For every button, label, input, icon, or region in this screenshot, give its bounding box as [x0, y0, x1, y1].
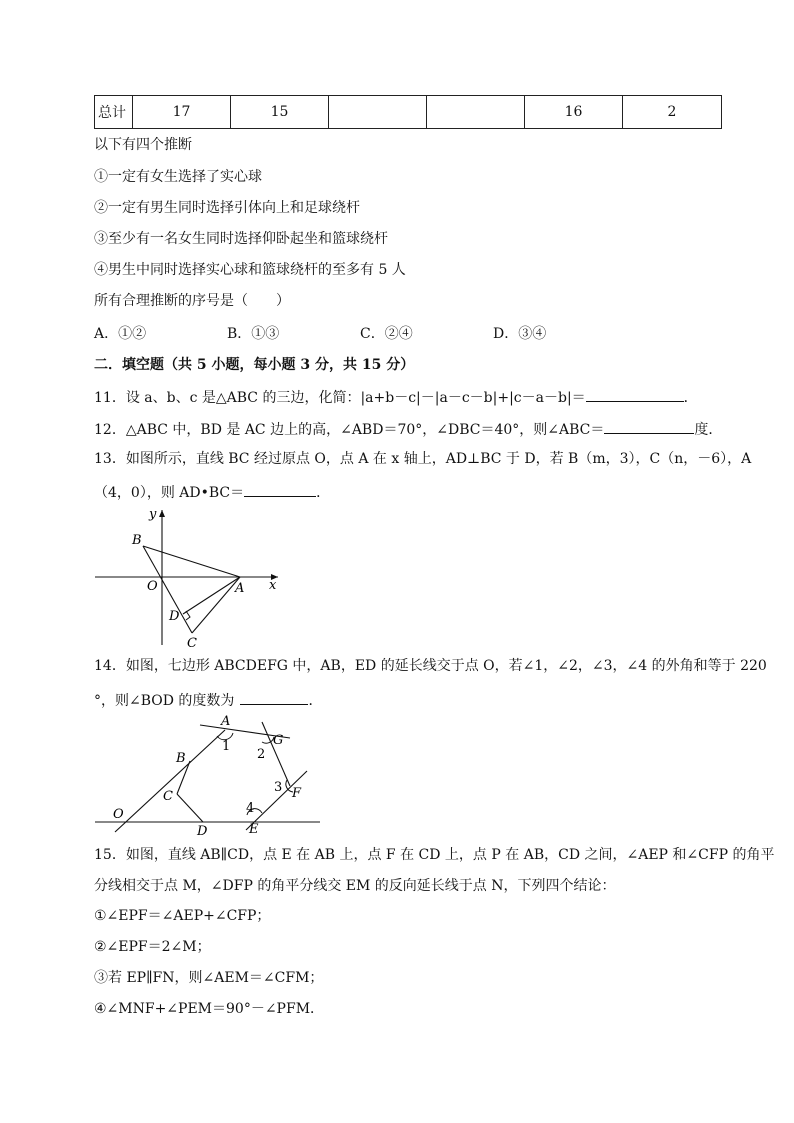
q11-text: 11．设 a、b、c 是△ABC 的三边，化简：|a+b－c|－|a－c－b|+|c－a－b|＝: [94, 390, 586, 406]
answer-blank: [240, 690, 308, 705]
q10-inference-2: ②一定有男生同时选择引体向上和足球绕杆: [94, 200, 360, 216]
q10-inference-1: ①一定有女生选择了实心球: [94, 169, 262, 185]
table-cell: 17: [133, 96, 231, 129]
table-cell: 2: [623, 96, 722, 129]
q10-inference-4: ④男生中同时选择实心球和篮球绕杆的至多有 5 人: [94, 262, 406, 278]
section-title: 二．填空题（共 5 小题，每小题 3 分，共 15 分）: [94, 357, 415, 373]
totals-table: [94, 95, 722, 129]
label-4: 4: [246, 801, 255, 816]
label-e: E: [249, 822, 259, 837]
q15-conclusion-1: ①∠EPF＝∠AEP+∠CFP；: [94, 908, 271, 924]
q15-conclusion-2: ②∠EPF＝2∠M；: [94, 939, 211, 955]
question-14-line2: [94, 690, 322, 710]
q10-intro: 以下有四个推断: [94, 137, 192, 153]
table-cell: 16: [525, 96, 623, 129]
right-angle-mark: [186, 611, 190, 620]
q10-prompt: 所有合理推断的序号是（ ）: [94, 293, 290, 309]
q14-end: ．: [308, 693, 323, 709]
answer-blank: [586, 387, 684, 402]
label-x: x: [269, 578, 277, 593]
label-o: O: [147, 579, 158, 594]
question-15-line1: 15．如图，直线 AB∥CD，点 E 在 AB 上，点 F 在 CD 上，点 P 在 AB，CD 之间，∠AEP 和∠CFP 的角平: [94, 847, 775, 863]
answer-blank: [244, 482, 316, 497]
label-f: F: [292, 786, 302, 801]
segment-ca: [192, 577, 240, 633]
label-3: 3: [274, 780, 283, 795]
q12-end: 度．: [694, 422, 723, 438]
y-axis-arrow: [159, 510, 165, 517]
table-cell: 总计: [95, 96, 133, 129]
label-b: B: [176, 751, 186, 766]
label-c: C: [187, 636, 197, 650]
q12-text: 12．△ABC 中，BD 是 AC 边上的高，∠ABD＝70°，∠DBC＝40°，则∠ABC＝: [94, 422, 605, 438]
segment-ad: [183, 577, 240, 614]
option-b: B．①③: [227, 326, 280, 342]
q10-options: [94, 325, 626, 343]
option-c: C．②④: [360, 326, 413, 342]
option-d: D．③④: [493, 326, 547, 342]
label-y: y: [149, 507, 157, 522]
q15-conclusion-3: ③若 EP∥FN，则∠AEM＝∠CFM；: [94, 970, 324, 986]
answer-blank: [604, 419, 694, 434]
line-gf: [262, 722, 290, 786]
label-b: B: [132, 533, 142, 548]
label-a: A: [221, 714, 231, 729]
q13-end: ．: [316, 485, 331, 501]
segment-cd: [177, 794, 203, 822]
q13-text: （4，0），则 AD•BC＝: [94, 485, 245, 501]
question-11: [94, 387, 698, 407]
question-13-line2: [94, 482, 330, 502]
label-c: C: [163, 789, 173, 804]
table-row: [95, 96, 722, 129]
q11-end: ．: [683, 390, 698, 406]
q10-inference-3: ③至少有一名女生同时选择仰卧起坐和篮球绕杆: [94, 231, 388, 247]
label-1: 1: [222, 739, 231, 754]
label-d: D: [169, 609, 180, 624]
label-g: G: [273, 733, 284, 748]
q14-text: °，则∠BOD 的度数为: [94, 693, 235, 709]
q13-figure: [88, 500, 288, 650]
q15-conclusion-4: ④∠MNF+∠PEM＝90°－∠PFM．: [94, 1001, 325, 1017]
q14-figure: [88, 708, 328, 838]
question-12: [94, 419, 722, 439]
table-cell: [427, 96, 525, 129]
table-cell: [329, 96, 427, 129]
label-2: 2: [257, 747, 266, 762]
label-o: O: [113, 807, 124, 822]
table-cell: 15: [231, 96, 329, 129]
line-ob: [115, 730, 225, 832]
question-14-line1: 14．如图，七边形 ABCDEFG 中，AB，ED 的延长线交于点 O，若∠1，∠2，∠3，∠4 的外角和等于 220: [94, 658, 767, 674]
label-d: D: [197, 824, 208, 838]
question-13-line1: 13．如图所示，直线 BC 经过原点 O，点 A 在 x 轴上，AD⊥BC 于 D，若 B（m，3），C（n，－6），A: [94, 451, 752, 467]
label-a: A: [235, 581, 245, 596]
question-15-line2: 分线相交于点 M，∠DFP 的角平分线交 EM 的反向延长线于点 N，下列四个结论：: [94, 878, 616, 894]
option-a: A．①②: [94, 326, 147, 342]
